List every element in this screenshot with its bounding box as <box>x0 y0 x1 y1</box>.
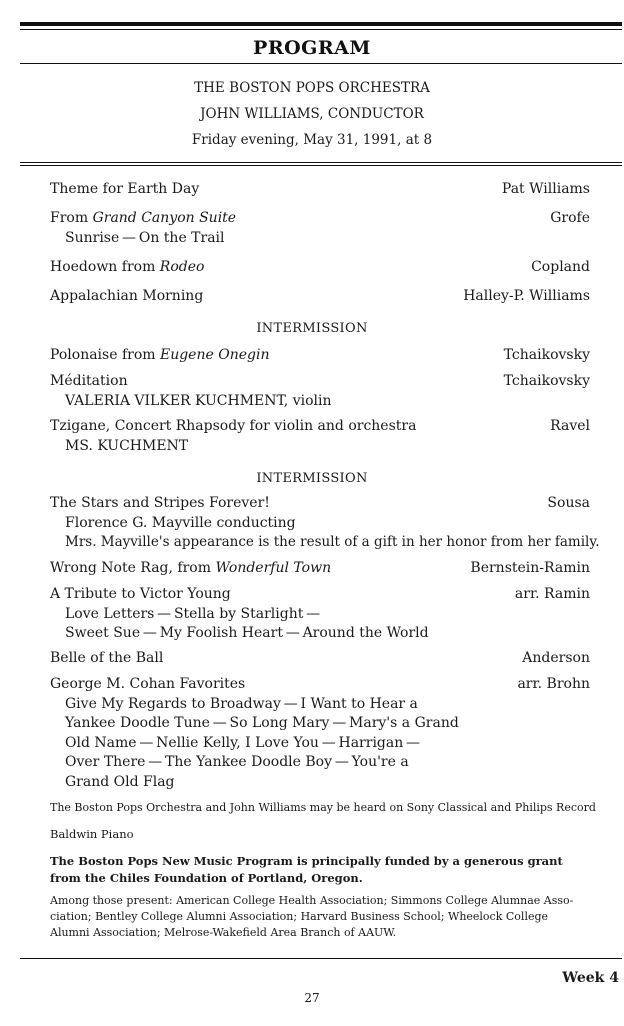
page-title: PROGRAM <box>253 37 371 59</box>
program-item <box>50 417 590 456</box>
piano-note: Baldwin Piano <box>50 827 134 841</box>
performer: VALERIA VILKER KUCHMENT, violin <box>65 392 332 409</box>
composer: Copland <box>531 259 590 275</box>
piece-subtitle: Sweet Sue — My Foolish Heart — Around the World <box>65 625 429 641</box>
piece-title: Theme for Earth Day <box>50 181 200 197</box>
attendees-note <box>50 893 595 941</box>
program-item <box>50 180 590 200</box>
piece-title-italic: Rodeo <box>159 259 205 275</box>
program-item <box>50 649 590 669</box>
recordings-note: The Boston Pops Orchestra and John Williams may be heard on Sony Classical and Philips Record <box>50 801 596 814</box>
program-item <box>50 372 590 411</box>
piece-title: Tzigane, Concert Rhapsody for violin and orchestra <box>50 418 417 434</box>
composer: Bernstein-Ramin <box>470 560 590 576</box>
program-item <box>50 494 600 553</box>
piece-subtitle: Love Letters — Stella by Starlight — <box>65 605 321 622</box>
piece-title: Appalachian Morning <box>50 288 204 304</box>
program-top-rule-1 <box>20 162 622 163</box>
piece-title-prefix: Wrong Note Rag, from <box>50 560 216 576</box>
attendees-line: ciation; Bentley College Alumni Association; Harvard Business School; Wheelock College <box>50 910 549 923</box>
piece-title-prefix: From <box>50 210 93 226</box>
conductor-line: JOHN WILLIAMS, CONDUCTOR <box>200 106 424 122</box>
piece-title-prefix: Polonaise from <box>50 347 160 363</box>
intermission-heading: INTERMISSION <box>256 321 368 336</box>
top-thin-rule <box>20 29 622 30</box>
piece-subtitle: Sunrise — On the Trail <box>65 229 225 246</box>
piece-subtitle: Give My Regards to Broadway — I Want to Hear a <box>65 695 418 712</box>
piece-subtitle: Yankee Doodle Tune — So Long Mary — Mary's a Grand <box>65 715 459 731</box>
composer: arr. Ramin <box>514 586 590 602</box>
piece-note: Mrs. Mayville's appearance is the result of a gift in her honor from her family. <box>65 534 600 550</box>
composer: Anderson <box>522 650 590 666</box>
composer: Sousa <box>547 495 590 511</box>
week-label: Week 4 <box>562 970 619 986</box>
piece-title-italic: Grand Canyon Suite <box>92 210 237 226</box>
program-top-rule-2 <box>20 165 622 166</box>
program-item <box>50 287 590 307</box>
program-item <box>50 209 590 248</box>
concert-date: Friday evening, May 31, 1991, at 8 <box>191 132 433 148</box>
program-item <box>50 258 590 278</box>
composer: Grofe <box>550 210 590 226</box>
composer: Tchaikovsky <box>503 347 590 363</box>
composer: arr. Brohn <box>517 676 590 692</box>
piece-subtitle: Grand Old Flag <box>65 773 175 790</box>
funding-line: from the Chiles Foundation of Portland, Oregon. <box>50 870 363 885</box>
title-underline <box>20 63 622 64</box>
attendees-line: Alumni Association; Melrose-Wakefield Area Branch of AAUW. <box>50 926 397 939</box>
attendees-line: Among those present: American College Health Association; Simmons College Alumnae Asso- <box>50 894 574 907</box>
page-number: 27 <box>304 991 320 1005</box>
piece-title: Méditation <box>50 373 128 389</box>
composer: Ravel <box>550 418 590 434</box>
piece-title: George M. Cohan Favorites <box>50 676 246 692</box>
piece-title: Belle of the Ball <box>50 650 164 666</box>
composer: Pat Williams <box>501 181 590 197</box>
piece-title-prefix: Hoedown from <box>50 259 160 275</box>
piece-title: A Tribute to Victor Young <box>50 586 231 602</box>
orchestra-name: THE BOSTON POPS ORCHESTRA <box>194 80 430 96</box>
guest-conductor: Florence G. Mayville conducting <box>65 514 296 531</box>
program-item <box>50 559 590 579</box>
program-item <box>50 346 590 366</box>
composer: Halley-P. Williams <box>463 288 590 304</box>
intermission-heading: INTERMISSION <box>256 471 368 486</box>
composer: Tchaikovsky <box>503 373 590 389</box>
piece-title-italic: Eugene Onegin <box>159 347 270 363</box>
piece-title: The Stars and Stripes Forever! <box>50 495 270 511</box>
piece-subtitle: Old Name — Nellie Kelly, I Love You — Harrigan — <box>65 734 421 751</box>
program-item <box>50 675 590 792</box>
performer: MS. KUCHMENT <box>65 437 189 454</box>
top-thick-rule <box>20 22 622 26</box>
funding-line: The Boston Pops New Music Program is principally funded by a generous grant <box>50 854 563 868</box>
piece-title-italic: Wonderful Town <box>215 560 332 576</box>
piece-subtitle: Over There — The Yankee Doodle Boy — You're a <box>65 754 409 770</box>
footer-rule <box>20 958 622 959</box>
program-item <box>50 585 590 644</box>
funding-note <box>50 853 570 886</box>
